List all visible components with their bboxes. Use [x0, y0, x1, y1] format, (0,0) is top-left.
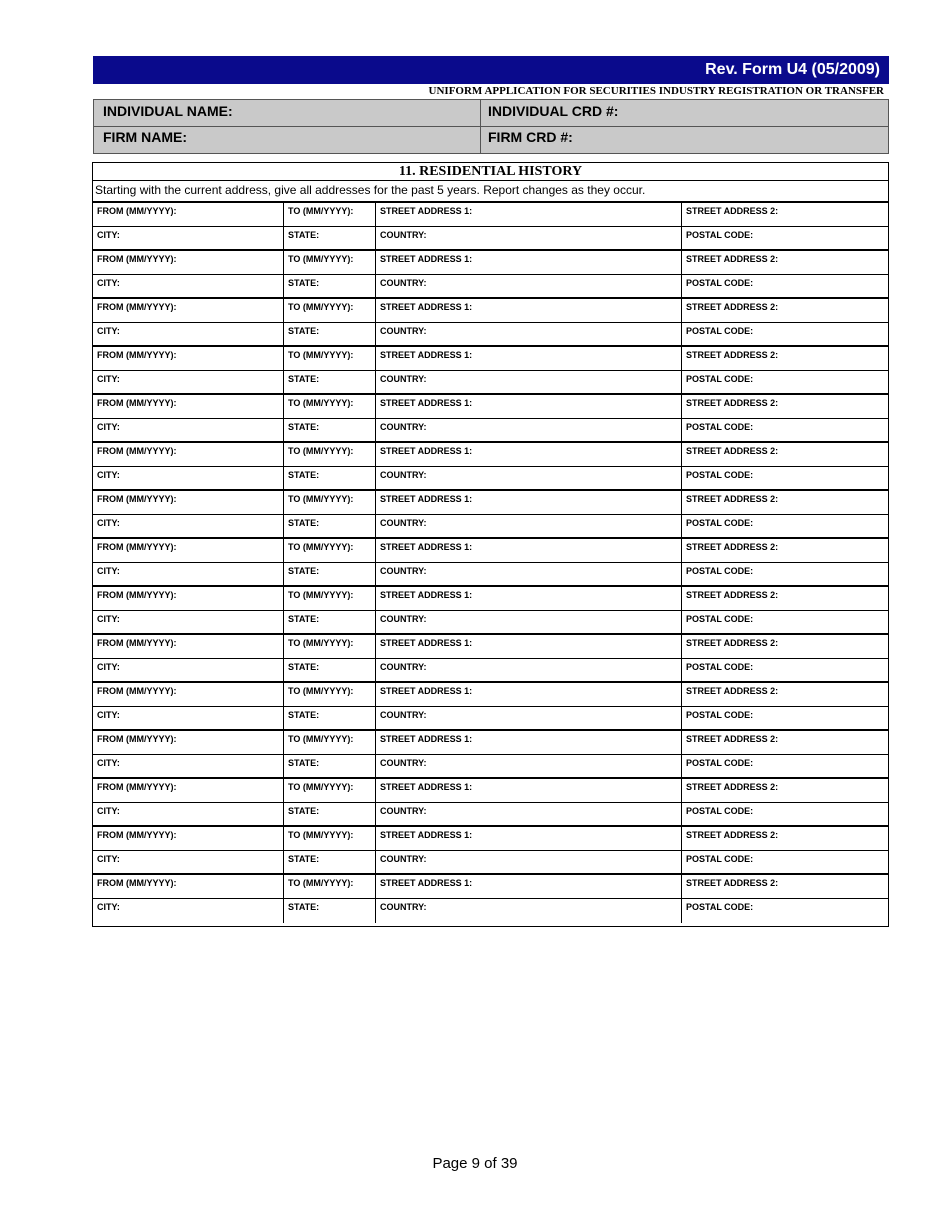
from-date-field[interactable]: FROM (MM/YYYY): — [97, 302, 177, 312]
street-address-1-field[interactable]: STREET ADDRESS 1: — [375, 203, 681, 226]
city-field[interactable]: CITY: — [97, 278, 120, 288]
residential-history-section — [92, 162, 889, 927]
address-entry-dates-row — [93, 827, 888, 851]
city-field[interactable]: CITY: — [97, 518, 120, 528]
street-address-1-field[interactable]: STREET ADDRESS 1: — [375, 779, 681, 802]
to-date-field[interactable]: TO (MM/YYYY): — [283, 875, 375, 898]
street-address-1-field[interactable]: STREET ADDRESS 1: — [375, 683, 681, 706]
address-entry-dates-row — [93, 779, 888, 803]
to-date-field[interactable]: TO (MM/YYYY): — [283, 731, 375, 754]
address-entry-location-row — [93, 467, 888, 491]
address-entry-location-row — [93, 227, 888, 251]
page-number: Page 9 of 39 — [432, 1155, 518, 1172]
state-field[interactable]: STATE: — [283, 227, 375, 249]
from-date-field[interactable]: FROM (MM/YYYY): — [97, 686, 177, 696]
country-field[interactable]: COUNTRY: — [375, 563, 681, 585]
country-field[interactable]: COUNTRY: — [375, 611, 681, 633]
postal-code-field[interactable]: POSTAL CODE: — [681, 851, 888, 873]
address-entry-location-row — [93, 419, 888, 443]
from-date-field[interactable]: FROM (MM/YYYY): — [97, 830, 177, 840]
street-address-2-field[interactable]: STREET ADDRESS 2: — [681, 251, 888, 274]
street-address-2-field[interactable]: STREET ADDRESS 2: — [681, 875, 888, 898]
to-date-field[interactable]: TO (MM/YYYY): — [283, 683, 375, 706]
identification-block — [93, 99, 889, 154]
address-entry-dates-row — [93, 395, 888, 419]
country-field[interactable]: COUNTRY: — [375, 371, 681, 393]
section-instructions: Starting with the current address, give all addresses for the past 5 years. Report changes as they occur. — [93, 181, 888, 203]
address-entry-location-row — [93, 659, 888, 683]
id-divider-horizontal — [94, 126, 888, 127]
address-entry-dates-row — [93, 491, 888, 515]
address-entry-location-row — [93, 755, 888, 779]
postal-code-field[interactable]: POSTAL CODE: — [681, 563, 888, 585]
address-entry-dates-row — [93, 347, 888, 371]
country-field[interactable]: COUNTRY: — [375, 323, 681, 345]
address-entry-dates-row — [93, 251, 888, 275]
address-entry-dates-row — [93, 683, 888, 707]
state-field[interactable]: STATE: — [283, 611, 375, 633]
postal-code-field[interactable]: POSTAL CODE: — [681, 323, 888, 345]
address-entry-location-row — [93, 563, 888, 587]
city-field[interactable]: CITY: — [97, 566, 120, 576]
street-address-2-field[interactable]: STREET ADDRESS 2: — [681, 347, 888, 370]
country-field[interactable]: COUNTRY: — [375, 659, 681, 681]
country-field[interactable]: COUNTRY: — [375, 707, 681, 729]
city-field[interactable]: CITY: — [97, 710, 120, 720]
city-field[interactable]: CITY: — [97, 422, 120, 432]
residential-history-table — [93, 203, 888, 923]
state-field[interactable]: STATE: — [283, 803, 375, 825]
street-address-2-field[interactable]: STREET ADDRESS 2: — [681, 539, 888, 562]
address-entry-dates-row — [93, 539, 888, 563]
street-address-2-field[interactable]: STREET ADDRESS 2: — [681, 299, 888, 322]
from-date-field[interactable]: FROM (MM/YYYY): — [97, 446, 177, 456]
from-date-field[interactable]: FROM (MM/YYYY): — [97, 638, 177, 648]
from-date-field[interactable]: FROM (MM/YYYY): — [97, 254, 177, 264]
street-address-1-field[interactable]: STREET ADDRESS 1: — [375, 731, 681, 754]
to-date-field[interactable]: TO (MM/YYYY): — [283, 827, 375, 850]
street-address-1-field[interactable]: STREET ADDRESS 1: — [375, 347, 681, 370]
postal-code-field[interactable]: POSTAL CODE: — [681, 467, 888, 489]
state-field[interactable]: STATE: — [283, 899, 375, 923]
to-date-field[interactable]: TO (MM/YYYY): — [283, 779, 375, 802]
street-address-1-field[interactable]: STREET ADDRESS 1: — [375, 587, 681, 610]
street-address-2-field[interactable]: STREET ADDRESS 2: — [681, 827, 888, 850]
address-entry-dates-row — [93, 587, 888, 611]
to-date-field[interactable]: TO (MM/YYYY): — [283, 251, 375, 274]
city-field[interactable]: CITY: — [97, 902, 120, 912]
address-entry-location-row — [93, 371, 888, 395]
city-field[interactable]: CITY: — [97, 662, 120, 672]
state-field[interactable]: STATE: — [283, 851, 375, 873]
to-date-field[interactable]: TO (MM/YYYY): — [283, 395, 375, 418]
street-address-2-field[interactable]: STREET ADDRESS 2: — [681, 587, 888, 610]
from-date-field[interactable]: FROM (MM/YYYY): — [97, 590, 177, 600]
city-field[interactable]: CITY: — [97, 758, 120, 768]
address-entry-location-row — [93, 275, 888, 299]
postal-code-field[interactable]: POSTAL CODE: — [681, 227, 888, 249]
country-field[interactable]: COUNTRY: — [375, 515, 681, 537]
from-date-field[interactable]: FROM (MM/YYYY): — [97, 782, 177, 792]
city-field[interactable]: CITY: — [97, 470, 120, 480]
from-date-field[interactable]: FROM (MM/YYYY): — [97, 206, 177, 216]
to-date-field[interactable]: TO (MM/YYYY): — [283, 299, 375, 322]
from-date-field[interactable]: FROM (MM/YYYY): — [97, 542, 177, 552]
country-field[interactable]: COUNTRY: — [375, 227, 681, 249]
city-field[interactable]: CITY: — [97, 326, 120, 336]
postal-code-field[interactable]: POSTAL CODE: — [681, 371, 888, 393]
country-field[interactable]: COUNTRY: — [375, 899, 681, 923]
country-field[interactable]: COUNTRY: — [375, 851, 681, 873]
address-entry-dates-row — [93, 443, 888, 467]
from-date-field[interactable]: FROM (MM/YYYY): — [97, 350, 177, 360]
address-entry-location-row — [93, 611, 888, 635]
form-subtitle: UNIFORM APPLICATION FOR SECURITIES INDUSTRY REGISTRATION OR TRANSFER — [428, 85, 884, 97]
individual-name-field[interactable]: INDIVIDUAL NAME: — [103, 103, 233, 119]
firm-crd-field[interactable]: FIRM CRD #: — [488, 129, 573, 145]
state-field[interactable]: STATE: — [283, 563, 375, 585]
state-field[interactable]: STATE: — [283, 371, 375, 393]
postal-code-field[interactable]: POSTAL CODE: — [681, 611, 888, 633]
city-field[interactable]: CITY: — [97, 806, 120, 816]
state-field[interactable]: STATE: — [283, 707, 375, 729]
street-address-2-field[interactable]: STREET ADDRESS 2: — [681, 203, 888, 226]
street-address-2-field[interactable]: STREET ADDRESS 2: — [681, 491, 888, 514]
state-field[interactable]: STATE: — [283, 467, 375, 489]
street-address-2-field[interactable]: STREET ADDRESS 2: — [681, 731, 888, 754]
individual-crd-field[interactable]: INDIVIDUAL CRD #: — [488, 103, 619, 119]
to-date-field[interactable]: TO (MM/YYYY): — [283, 491, 375, 514]
street-address-2-field[interactable]: STREET ADDRESS 2: — [681, 683, 888, 706]
street-address-2-field[interactable]: STREET ADDRESS 2: — [681, 443, 888, 466]
from-date-field[interactable]: FROM (MM/YYYY): — [97, 734, 177, 744]
street-address-1-field[interactable]: STREET ADDRESS 1: — [375, 875, 681, 898]
postal-code-field[interactable]: POSTAL CODE: — [681, 275, 888, 297]
address-entry-dates-row — [93, 635, 888, 659]
postal-code-field[interactable]: POSTAL CODE: — [681, 899, 888, 923]
to-date-field[interactable]: TO (MM/YYYY): — [283, 347, 375, 370]
postal-code-field[interactable]: POSTAL CODE: — [681, 659, 888, 681]
street-address-2-field[interactable]: STREET ADDRESS 2: — [681, 779, 888, 802]
address-entry-location-row — [93, 899, 888, 923]
form-revision-banner: Rev. Form U4 (05/2009) — [93, 56, 889, 84]
postal-code-field[interactable]: POSTAL CODE: — [681, 515, 888, 537]
to-date-field[interactable]: TO (MM/YYYY): — [283, 587, 375, 610]
from-date-field[interactable]: FROM (MM/YYYY): — [97, 398, 177, 408]
to-date-field[interactable]: TO (MM/YYYY): — [283, 443, 375, 466]
state-field[interactable]: STATE: — [283, 755, 375, 777]
street-address-1-field[interactable]: STREET ADDRESS 1: — [375, 299, 681, 322]
street-address-2-field[interactable]: STREET ADDRESS 2: — [681, 395, 888, 418]
country-field[interactable]: COUNTRY: — [375, 755, 681, 777]
street-address-2-field[interactable]: STREET ADDRESS 2: — [681, 635, 888, 658]
country-field[interactable]: COUNTRY: — [375, 275, 681, 297]
state-field[interactable]: STATE: — [283, 419, 375, 441]
postal-code-field[interactable]: POSTAL CODE: — [681, 803, 888, 825]
to-date-field[interactable]: TO (MM/YYYY): — [283, 539, 375, 562]
postal-code-field[interactable]: POSTAL CODE: — [681, 419, 888, 441]
address-entry-dates-row — [93, 731, 888, 755]
city-field[interactable]: CITY: — [97, 374, 120, 384]
address-entry-dates-row — [93, 299, 888, 323]
address-entry-location-row — [93, 515, 888, 539]
country-field[interactable]: COUNTRY: — [375, 803, 681, 825]
street-address-1-field[interactable]: STREET ADDRESS 1: — [375, 395, 681, 418]
state-field[interactable]: STATE: — [283, 659, 375, 681]
address-entry-location-row — [93, 851, 888, 875]
postal-code-field[interactable]: POSTAL CODE: — [681, 755, 888, 777]
from-date-field[interactable]: FROM (MM/YYYY): — [97, 878, 177, 888]
address-entry-location-row — [93, 803, 888, 827]
address-entry-location-row — [93, 707, 888, 731]
firm-name-field[interactable]: FIRM NAME: — [103, 129, 187, 145]
address-entry-dates-row — [93, 203, 888, 227]
street-address-1-field[interactable]: STREET ADDRESS 1: — [375, 827, 681, 850]
from-date-field[interactable]: FROM (MM/YYYY): — [97, 494, 177, 504]
state-field[interactable]: STATE: — [283, 275, 375, 297]
section-title: 11. RESIDENTIAL HISTORY — [93, 163, 888, 181]
street-address-1-field[interactable]: STREET ADDRESS 1: — [375, 539, 681, 562]
state-field[interactable]: STATE: — [283, 515, 375, 537]
city-field[interactable]: CITY: — [97, 854, 120, 864]
city-field[interactable]: CITY: — [97, 614, 120, 624]
street-address-1-field[interactable]: STREET ADDRESS 1: — [375, 443, 681, 466]
to-date-field[interactable]: TO (MM/YYYY): — [283, 203, 375, 226]
city-field[interactable]: CITY: — [97, 230, 120, 240]
to-date-field[interactable]: TO (MM/YYYY): — [283, 635, 375, 658]
address-entry-location-row — [93, 323, 888, 347]
street-address-1-field[interactable]: STREET ADDRESS 1: — [375, 491, 681, 514]
country-field[interactable]: COUNTRY: — [375, 419, 681, 441]
street-address-1-field[interactable]: STREET ADDRESS 1: — [375, 251, 681, 274]
postal-code-field[interactable]: POSTAL CODE: — [681, 707, 888, 729]
street-address-1-field[interactable]: STREET ADDRESS 1: — [375, 635, 681, 658]
state-field[interactable]: STATE: — [283, 323, 375, 345]
country-field[interactable]: COUNTRY: — [375, 467, 681, 489]
address-entry-dates-row — [93, 875, 888, 899]
